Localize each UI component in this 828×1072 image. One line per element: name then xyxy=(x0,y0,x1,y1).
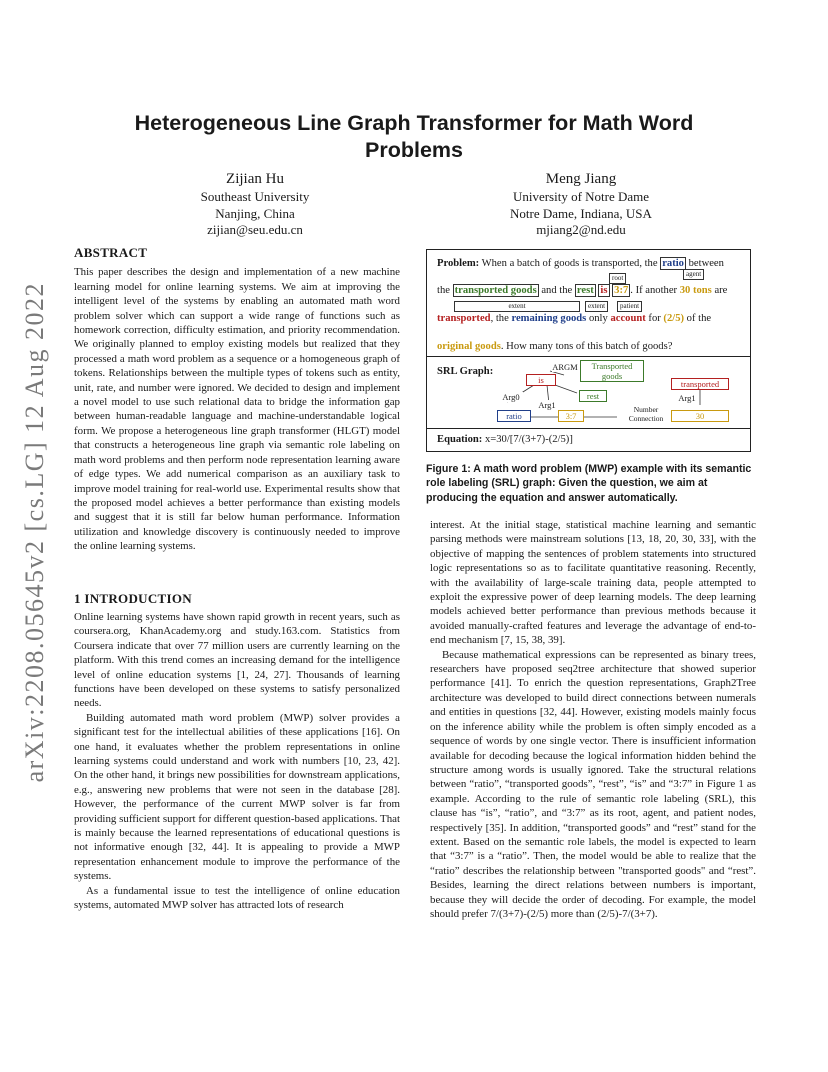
node-rest: rest xyxy=(579,390,607,402)
text-span: are xyxy=(711,285,728,296)
equation-label: Equation: xyxy=(437,434,483,445)
text-span: the xyxy=(437,285,453,296)
problem-line-4 xyxy=(437,341,672,352)
node-ratio: ratio xyxy=(497,410,531,422)
left-column xyxy=(74,246,400,912)
text-span: for xyxy=(645,313,664,324)
problem-line-1 xyxy=(437,258,724,269)
equation-line xyxy=(437,434,573,445)
account-word: account xyxy=(610,313,646,324)
rest-word: rest xyxy=(576,285,594,296)
transported-goods-word: transported goods xyxy=(454,285,537,296)
node-is: is xyxy=(526,374,556,386)
author-affiliation: University of Notre Dame xyxy=(512,189,650,204)
arxiv-stamp: arXiv:2208.05645v2 [cs.LG] 12 Aug 2022 xyxy=(20,282,49,783)
node-30: 30 xyxy=(671,410,729,422)
right-paragraph-1: interest. At the initial stage, statistical machine learning and semantic parsing methods were mainstream solutions [13, 18, 20, 30, 33], with the objective of mapping the sentences of problem statements into structured logic representations so as to facilitate quantitative reasoning. Recently, with the availability of large-scale training data, people attempted to exploit the expressive power of deep learning models. The deep learning models achieved better performance than previous methods because it avoided manually-crafted features and leverage the advantage of end-to-end mechanism [7, 15, 38, 39]. xyxy=(430,519,756,647)
author-affiliation: Southeast University xyxy=(200,189,310,204)
paper-title: Heterogeneous Line Graph Transformer for Math Word Problems xyxy=(134,111,694,162)
introduction-heading: 1 INTRODUCTION xyxy=(74,590,192,606)
problem-line-3 xyxy=(437,313,711,324)
label-arg1-a: Arg1 xyxy=(535,400,559,410)
tag-extent-2: extent xyxy=(585,301,608,312)
ratio-value-word: 3:7 xyxy=(614,285,629,296)
author-name: Meng Jiang xyxy=(545,171,617,187)
text-span: . If another xyxy=(630,285,680,296)
remaining-goods-word: remaining goods xyxy=(511,313,587,324)
label-arg1-b: Arg1 xyxy=(675,393,699,403)
intro-paragraph-3: As a fundamental issue to test the intelligence of online education systems, automated MWP solver has attracted lots of research xyxy=(74,884,400,912)
text-span: When a batch of goods is transported, the xyxy=(479,258,661,269)
ratio-word: ratio xyxy=(662,258,684,269)
node-3-7: 3:7 xyxy=(558,410,584,422)
author-location: Notre Dame, Indiana, USA xyxy=(510,205,652,221)
srl-label-text: SRL Graph: xyxy=(437,366,494,377)
original-goods-word: original goods xyxy=(437,341,501,352)
right-paragraph-2: Because mathematical expressions can be represented as binary trees, researchers have proposed seq2tree architecture that showed superior performance [41]. To enrich the question representations, Graph2Tree architecture was developed to build direct connections between numerals and entities in questions [32, 44]. However, existing models mainly focus on the inference ability while the problem is often simply encoded as a sequence of words by one single vector. There is insufficient information available for decoding because the logical information hidden behind the structure among words is usually ignored. Take the structural relations between “ratio”, “transported goods”, “rest”, “is” and “3:7” in Figure 1 as example. According to the rule of semantic role labeling (SRL), this clause has “is”, “ratio”, and “3:7” as its root, agent, and patient nodes, respectively [35]. In addition, “transported goods” and “rest” stand for the extent. Based on the semantic role labels, the model is expected to learn that “3:7” is a “ratio”. Then, the model would be able to realize that the “ratio” describes the relationship between "transported goods" and “rest”. Besides, learning the direct relations between numbers is important, because they will decide the order of decoding. For example, the model should prefer 7/(3+7)-(2/5) more than (2/5)-7/(3+7). xyxy=(430,648,756,920)
abstract-text: This paper describes the design and implementation of a new machine learning model for online learning systems. We aim at improving the intelligent level of the systems by enabling an automated math word problem solver which can support a wide range of functions such as homework correction, difficulty estimation, and priority recommendation. We originally planned to employ existing models but realized that they processed a math word problem as a sequence or a homogeneous graph of tokens. Relationships between the multiple types of tokens such as entity, unit, rate, and number were ignored. We decided to design and implement a novel model to use such relational data to bridge the information gap between human-readable language and machine-understandable logical form. We propose a heterogeneous line graph transformer (HLGT) model that constructs a heterogeneous line graph via semantic role labeling on math word problems and then perform node representation learning aware of edge types. We add numerical comparison as an auxiliary task to improve model training for real-world use. Experimental results show that the proposed model achieves a better performance than existing models and suggest that it is still far below human performance. Information utilization and knowledge discovery is continuously needed to improve the online learning systems. xyxy=(74,266,400,553)
author-block-2 xyxy=(490,170,672,239)
abstract-heading: ABSTRACT xyxy=(74,245,148,260)
author-block-1 xyxy=(170,170,340,239)
tons-word: 30 tons xyxy=(679,285,712,296)
author-email: zijian@seu.edu.cn xyxy=(207,222,303,237)
intro-paragraph-1: Online learning systems have shown rapid growth in recent years, such as coursera.org, KhanAcademy.org and study.163.com. Statistics from Coursera indicate that over 77 million users are currently learning on the platform. With this trend comes an increasing demand for the intelligence level of online education systems [1, 24, 27]. Thousands of learning functions have been developed on these systems to satisfy personalized needs. xyxy=(74,610,400,710)
tag-patient: patient xyxy=(617,301,642,312)
figure-caption: Figure 1: A math word problem (MWP) example with its semantic role labeling (SRL) graph: Given the question, we aim at producing the equation and answer automatically. xyxy=(426,463,752,504)
text-span: . How many tons of this batch of goods? xyxy=(500,341,673,352)
text-span: between xyxy=(685,258,724,269)
equation-text: x=30/[7/(3+7)-(2/5)] xyxy=(482,434,573,445)
right-column xyxy=(430,518,756,921)
node-argm: ARGM xyxy=(552,362,578,372)
is-word: is xyxy=(600,285,608,296)
intro-paragraph-2: Building automated math word problem (MWP) solver provides a significant test for the intellectual abilities of these applications [16]. On one hand, it evaluates whether the problem representations in online learning systems could understand and work with numbers [10, 23, 42]. On the other hand, it brings new possibilities for downstream applications, e.g., answering new problems that were not seen in the database [28]. However, the performance of the current MWP solver is far from providing sufficient support for different question-based applications. That is mainly because the learned representations of educational questions is not informative enough [32, 44]. It is appealing to provide a MWP representation enhancement module to improve the performance of the systems. xyxy=(74,711,400,883)
author-email: mjiang2@nd.edu xyxy=(536,222,626,237)
text-span: , the xyxy=(490,313,512,324)
text-span: and the xyxy=(538,285,575,296)
text-span: only xyxy=(586,313,611,324)
tag-agent: agent xyxy=(683,269,704,280)
tag-extent-1: extent xyxy=(454,301,580,312)
transported-word: transported xyxy=(437,313,491,324)
label-arg0: Arg0 xyxy=(499,392,523,402)
figure-divider xyxy=(427,428,750,429)
label-number-connection: Number Connection xyxy=(617,405,675,423)
node-transported-goods: Transported goods xyxy=(580,360,644,382)
problem-label: Problem: xyxy=(437,258,480,269)
figure-1 xyxy=(426,249,751,452)
node-transported: transported xyxy=(671,378,729,390)
fraction-word: (2/5) xyxy=(663,313,685,324)
tag-root: root xyxy=(609,273,626,284)
author-name: Zijian Hu xyxy=(226,171,284,187)
author-location: Nanjing, China xyxy=(215,205,295,221)
text-span: of the xyxy=(684,313,712,324)
problem-line-2 xyxy=(437,285,727,296)
